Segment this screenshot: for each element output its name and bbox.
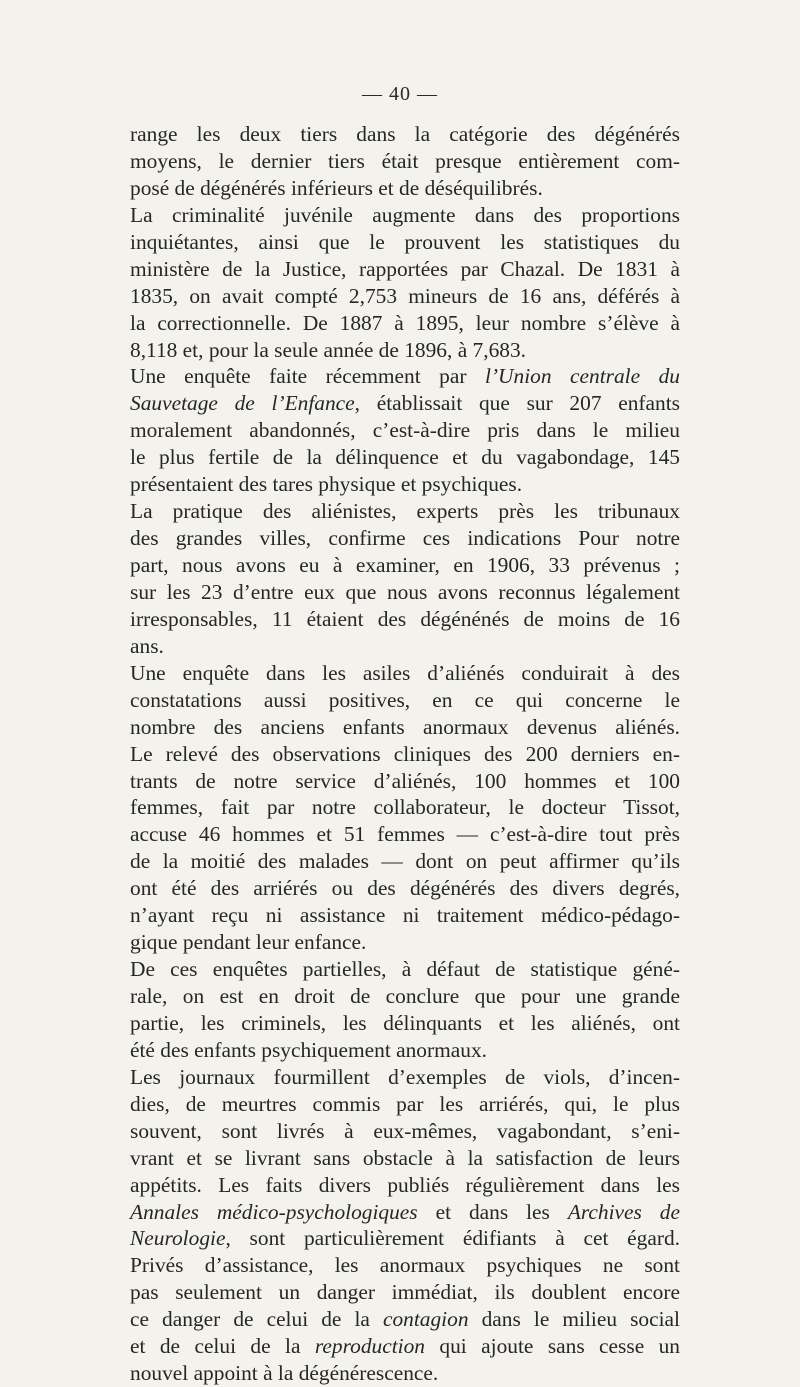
text-line: appétits. Les faits divers publiés régulièrement dans les <box>130 1172 680 1197</box>
page-number: — 40 — <box>362 83 438 105</box>
text-line: gique pendant leur enfance. <box>130 930 367 955</box>
text-line: range les deux tiers dans la catégorie des dégénérés <box>130 122 680 146</box>
text-line: ont été des arriérés ou des dégénérés des divers degrés, <box>130 876 680 901</box>
text-line: des grandes villes, confirme ces indications Pour notre <box>130 526 680 551</box>
text-line: ce danger de celui de la contagion dans le milieu social <box>130 1307 680 1332</box>
text-line: La pratique des aliénistes, experts près les tribunaux <box>130 499 680 524</box>
text-line: Une enquête faite récemment par l’Union centrale du <box>130 364 681 389</box>
text-line: moyens, le dernier tiers était presque entièrement com- <box>130 148 680 173</box>
text-line: rale, on est en droit de conclure que pour une grande <box>130 984 680 1008</box>
text-line: constatations aussi positives, en ce qui concerne le <box>130 687 680 712</box>
text-line: pas seulement un danger immédiat, ils doublent encore <box>130 1280 680 1305</box>
text-line: 8,118 et, pour la seule année de 1896, à 7,683. <box>130 337 527 362</box>
text-line: le plus fertile de la délinquence et du vagabondage, 145 <box>130 445 680 470</box>
text-line: vrant et se livrant sans obstacle à la satisfaction de leurs <box>130 1145 680 1170</box>
text-line: nouvel appoint à la dégénérescence. <box>130 1361 439 1386</box>
text-line: souvent, sont livrés à eux-mêmes, vagabondant, s’eni- <box>130 1118 680 1143</box>
text-line: part, nous avons eu à examiner, en 1906, 33 prévenus ; <box>130 553 680 577</box>
text-line: accuse 46 hommes et 51 femmes — c’est-à-dire tout près <box>130 822 680 847</box>
text-line: n’ayant reçu ni assistance ni traitement médico-pédago- <box>130 903 680 928</box>
text-line: nombre des anciens enfants anormaux devenus aliénés. <box>130 714 680 739</box>
text-line: femmes, fait par notre collaborateur, le docteur Tissot, <box>130 795 680 820</box>
text-line: présentaient des tares physique et psychiques. <box>130 472 523 497</box>
text-line: et de celui de la reproduction qui ajoute sans cesse un <box>130 1334 680 1359</box>
text-line: Une enquête dans les asiles d’aliénés conduirait à des <box>130 660 680 685</box>
text-line: été des enfants psychiquement anormaux. <box>130 1037 487 1062</box>
text-line: de la moitié des malades — dont on peut affirmer qu’ils <box>130 849 680 874</box>
text-line: Neurologie, sont particulièrement édifiants à cet égard. <box>130 1226 680 1251</box>
text-line: La criminalité juvénile augmente dans des proportions <box>130 202 680 227</box>
text-line: irresponsables, 11 étaient des dégénénés de moins de 16 <box>130 606 680 631</box>
text-line: trants de notre service d’aliénés, 100 hommes et 100 <box>130 768 680 793</box>
text-line: la correctionnelle. De 1887 à 1895, leur nombre s’élève à <box>130 310 680 335</box>
text-line: ans. <box>130 633 164 658</box>
text-line: Privés d’assistance, les anormaux psychiques ne sont <box>130 1253 680 1278</box>
text-line: partie, les criminels, les délinquants et les aliénés, ont <box>130 1010 680 1035</box>
text-line: De ces enquêtes partielles, à défaut de statistique géné- <box>130 957 680 982</box>
text-line: posé de dégénérés inférieurs et de déséquilibrés. <box>130 175 543 200</box>
body-text <box>130 121 680 1387</box>
text-line: Le relevé des observations cliniques des 200 derniers en- <box>130 741 680 766</box>
text-line: inquiétantes, ainsi que le prouvent les statistiques du <box>130 229 680 254</box>
text-line: 1835, on avait compté 2,753 mineurs de 16 ans, déférés à <box>130 283 680 308</box>
text-line: Les journaux fourmillent d’exemples de viols, d’incen- <box>130 1064 680 1089</box>
text-line: Sauvetage de l’Enfance, établissait que sur 207 enfants <box>130 391 681 416</box>
text-line: ministère de la Justice, rapportées par Chazal. De 1831 à <box>130 256 680 281</box>
text-line: sur les 23 d’entre eux que nous avons reconnus légalement <box>130 579 680 604</box>
text-line: dies, de meurtres commis par les arriérés, qui, le plus <box>130 1091 680 1116</box>
text-line: moralement abandonnés, c’est-à-dire pris dans le milieu <box>130 418 680 443</box>
text-line: Annales médico-psychologiques et dans les Archives de <box>130 1199 680 1224</box>
